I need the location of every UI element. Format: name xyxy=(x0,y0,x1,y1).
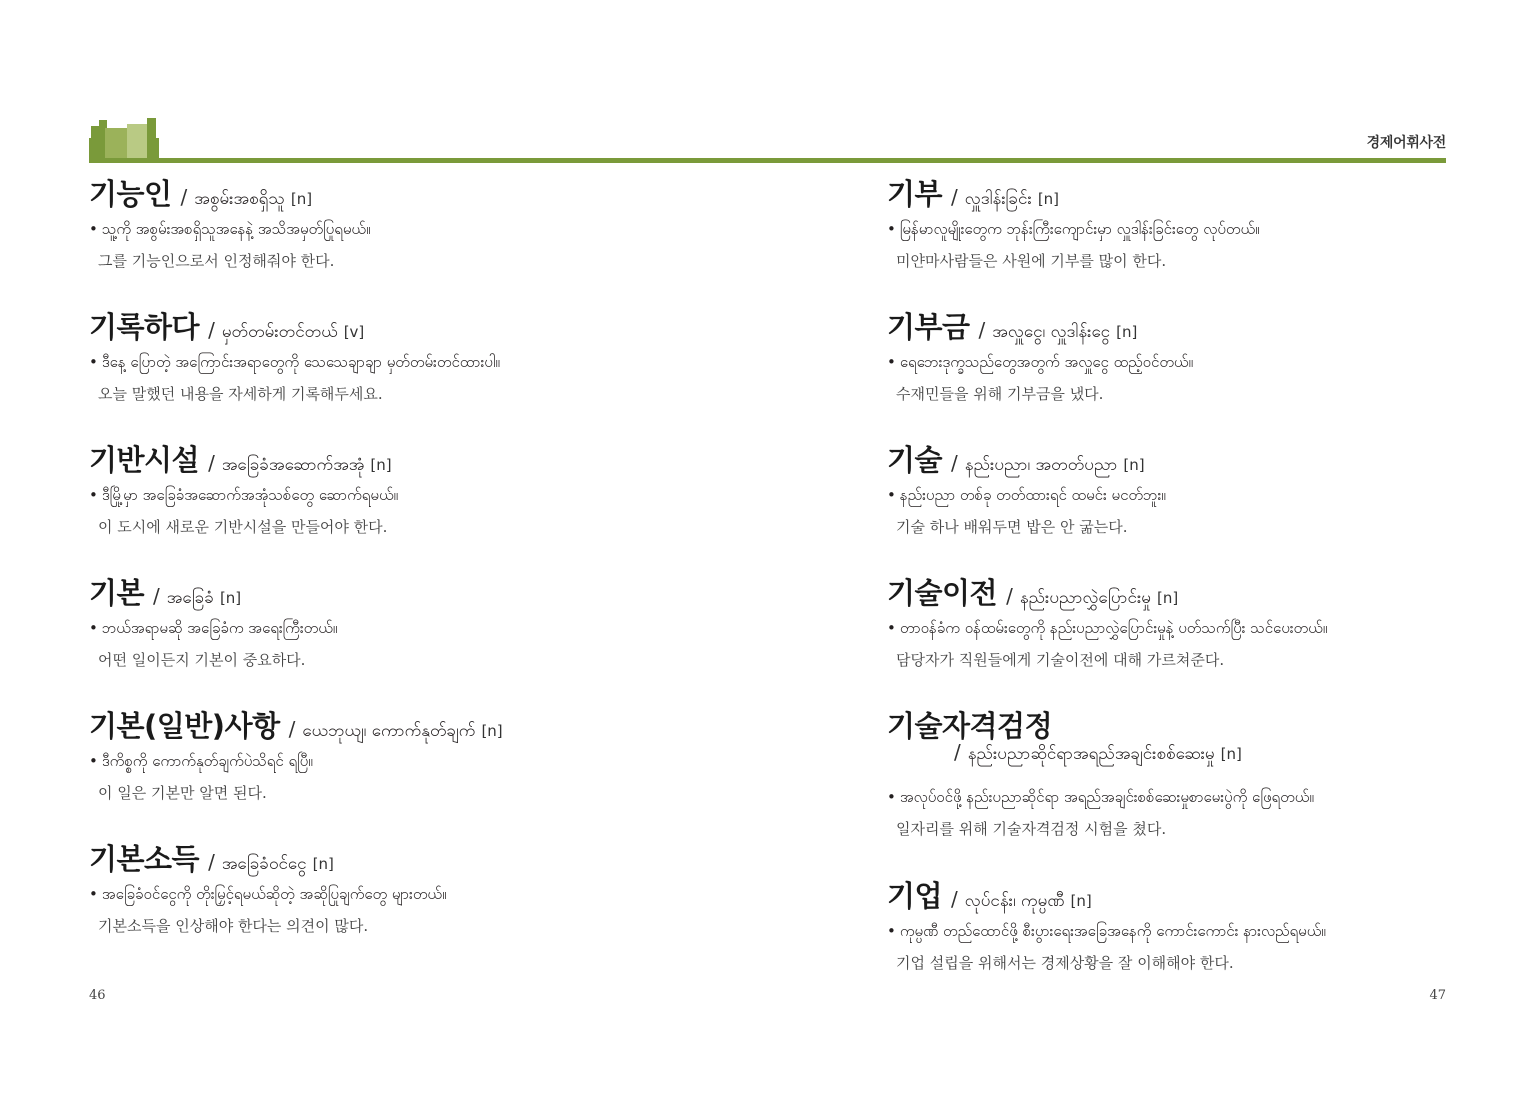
header-bars-decoration xyxy=(89,118,159,160)
example-myanmar: • တာဝန်ခံက ဝန်ထမ်းတွေကို နည်းပညာလွှဲပြောင်းမှုနဲ့ ပတ်သက်ပြီး သင်ပေးတယ်။ xyxy=(887,619,1328,637)
book-title: 경제어휘사전 xyxy=(1366,135,1446,151)
meaning: လုပ်ငန်း၊ ကုမ္ပဏီ xyxy=(964,891,1065,911)
example-myanmar: • ဒီမြို့မှာ အခြေခံအဆောက်အအုံသစ်တွေ ဆောက်ရမယ်။ xyxy=(89,486,399,504)
headword: 기술이전 xyxy=(887,576,998,610)
separator: / xyxy=(951,887,958,911)
separator: / xyxy=(180,185,188,209)
example-myanmar: • မြန်မာလူမျိုးတွေက ဘုန်းကြီးကျောင်းမှာ လှူဒါန်းခြင်းတွေ လုပ်တယ်။ xyxy=(887,220,1260,238)
right-page-entries xyxy=(887,172,1487,1007)
part-of-speech: [n] xyxy=(219,589,242,607)
example-korean: 일자리를 위해 기술자격검정 시험을 쳤다. xyxy=(896,820,1167,838)
separator: / xyxy=(951,451,958,475)
separator: / xyxy=(208,850,215,874)
separator: / xyxy=(978,318,986,342)
part-of-speech: [v] xyxy=(343,323,365,341)
dictionary-entry xyxy=(89,438,749,571)
part-of-speech: [n] xyxy=(1156,589,1179,607)
meaning: နည်းပညာဆိုင်ရာအရည်အချင်းစစ်ဆေးမှု xyxy=(967,744,1215,764)
dictionary-entry xyxy=(887,305,1487,438)
part-of-speech: [n] xyxy=(312,855,334,873)
meaning: အခြေခံဝင်ငွေ xyxy=(221,854,307,874)
headword: 기본(일반)사항 xyxy=(89,709,280,743)
meaning: နည်းပညာ၊ အတတ်ပညာ xyxy=(964,455,1118,475)
headword: 기록하다 xyxy=(89,310,200,344)
dictionary-entry xyxy=(89,172,749,305)
header-rule xyxy=(89,158,1446,163)
example-myanmar: • ဒီနေ့ ပြောတဲ့ အကြောင်းအရာတွေကို သေသေချာချာ မှတ်တမ်းတင်ထားပါ။ xyxy=(89,353,500,371)
dictionary-entry xyxy=(89,571,749,704)
headword: 기부금 xyxy=(887,310,970,344)
dictionary-entry xyxy=(89,837,749,970)
example-myanmar: • အလုပ်ဝင်ဖို့ နည်းပညာဆိုင်ရာ အရည်အချင်းစစ်ဆေးမှုစာမေးပွဲကို ဖြေရတယ်။ xyxy=(887,788,1314,806)
meaning: အစွမ်းအစရှိသူ xyxy=(194,189,285,209)
headword: 기업 xyxy=(887,879,943,913)
meaning: ယေဘုယျ၊ ကောက်နုတ်ချက် xyxy=(302,721,476,741)
separator: / xyxy=(951,185,958,209)
left-page-entries xyxy=(89,172,749,970)
example-korean: 담당자가 직원들에게 기술이전에 대해 가르쳐준다. xyxy=(896,651,1225,669)
separator: / xyxy=(153,584,160,608)
part-of-speech: [n] xyxy=(1037,190,1060,208)
dictionary-entry xyxy=(887,571,1487,704)
meaning: အခြေခံ xyxy=(166,588,214,608)
example-korean: 기본소득을 인상해야 한다는 의견이 많다. xyxy=(98,917,369,935)
example-korean: 미얀마사람들은 사원에 기부를 많이 한다. xyxy=(896,252,1167,270)
dictionary-entry xyxy=(887,874,1487,1007)
example-myanmar: • ကုမ္ပဏီ တည်ထောင်ဖို့ စီးပွားရေးအခြေအနေကို ကောင်းကောင်း နားလည်ရမယ်။ xyxy=(887,922,1326,940)
part-of-speech: [n] xyxy=(1220,745,1242,763)
example-korean: 이 일은 기본만 알면 된다. xyxy=(98,784,267,802)
dictionary-entry xyxy=(887,172,1487,305)
part-of-speech: [n] xyxy=(1116,323,1138,341)
example-korean: 어떤 일이든지 기본이 중요하다. xyxy=(98,651,306,669)
dictionary-entry xyxy=(887,438,1487,571)
example-korean: 오늘 말했던 내용을 자세하게 기록해두세요. xyxy=(98,385,383,403)
meaning: လှူဒါန်းခြင်း xyxy=(964,189,1032,209)
headword: 기부 xyxy=(887,177,943,211)
part-of-speech: [n] xyxy=(370,456,392,474)
meaning: အခြေခံအဆောက်အအုံ xyxy=(221,455,365,475)
example-myanmar: • အခြေခံဝင်ငွေကို တိုးမြှင့်ရမယ်ဆိုတဲ့ အဆိုပြုချက်တွေ များတယ်။ xyxy=(89,885,447,903)
headword: 기본소득 xyxy=(89,842,200,876)
meaning: နည်းပညာလွှဲပြောင်းမှု xyxy=(1019,588,1151,608)
separator: / xyxy=(954,740,961,764)
headword: 기반시설 xyxy=(89,443,200,477)
example-myanmar: • ဒီကိစ္စကို ကောက်နုတ်ချက်ပဲသိရင် ရပြီ။ xyxy=(89,752,313,770)
example-korean: 이 도시에 새로운 기반시설을 만들어야 한다. xyxy=(98,518,388,536)
example-myanmar: • နည်းပညာ တစ်ခု တတ်ထားရင် ထမင်း မငတ်ဘူး။ xyxy=(887,486,1166,504)
meaning: အလှူငွေ၊ လှူဒါန်းငွေ xyxy=(992,322,1111,342)
dictionary-entry xyxy=(887,704,1487,874)
headword: 기술 xyxy=(887,443,943,477)
page-number-right: 47 xyxy=(1429,988,1446,1003)
dictionary-entry xyxy=(89,704,749,837)
example-myanmar: • ရေဘေးဒုက္ခသည်တွေအတွက် အလှူငွေ ထည့်ဝင်တယ်။ xyxy=(887,353,1194,371)
example-korean: 기술 하나 배워두면 밥은 안 굶는다. xyxy=(896,518,1128,536)
dictionary-entry xyxy=(89,305,749,438)
example-korean: 그를 기능인으로서 인정해줘야 한다. xyxy=(98,252,335,270)
page-number-left: 46 xyxy=(89,988,106,1003)
example-korean: 수재민들을 위해 기부금을 냈다. xyxy=(896,385,1104,403)
part-of-speech: [n] xyxy=(290,190,313,208)
separator: / xyxy=(1006,584,1013,608)
separator: / xyxy=(208,318,215,342)
part-of-speech: [n] xyxy=(481,722,503,740)
separator: / xyxy=(208,451,215,475)
meaning: မှတ်တမ်းတင်တယ် xyxy=(221,322,338,342)
example-myanmar: • ဘယ်အရာမဆို အခြေခံက အရေးကြီးတယ်။ xyxy=(89,619,338,637)
part-of-speech: [n] xyxy=(1070,892,1092,910)
headword: 기술자격검정 xyxy=(887,709,1053,743)
example-myanmar: • သူ့ကို အစွမ်းအစရှိသူအနေနဲ့ အသိအမှတ်ပြုရမယ်။ xyxy=(89,220,371,238)
headword: 기본 xyxy=(89,576,145,610)
example-korean: 기업 설립을 위해서는 경제상황을 잘 이해해야 한다. xyxy=(896,954,1234,972)
headword: 기능인 xyxy=(89,177,172,211)
part-of-speech: [n] xyxy=(1123,456,1145,474)
separator: / xyxy=(288,717,296,741)
